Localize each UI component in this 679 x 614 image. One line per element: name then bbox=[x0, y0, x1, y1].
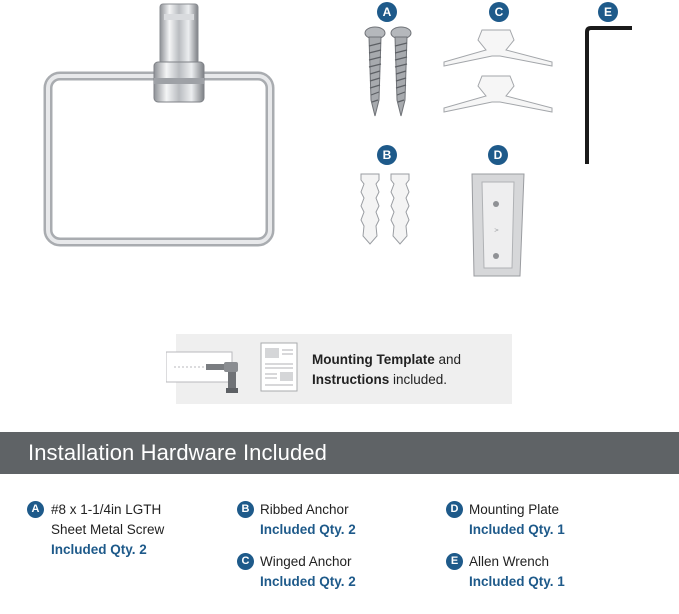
plate-mark: > bbox=[494, 227, 500, 234]
drill-template-icon bbox=[166, 348, 246, 394]
legend-a-line2: Sheet Metal Screw bbox=[51, 522, 165, 537]
legend-item-e bbox=[469, 552, 565, 592]
towel-ring-image bbox=[40, 0, 280, 252]
badge-c: C bbox=[489, 2, 509, 22]
legend-badge-a: A bbox=[27, 501, 44, 518]
instructions-document-icon bbox=[260, 342, 300, 394]
legend-item-b bbox=[260, 500, 356, 540]
mounting-template-box bbox=[176, 334, 512, 404]
legend-b-line1: Ribbed Anchor bbox=[260, 502, 349, 517]
banner-title: Installation Hardware Included bbox=[28, 440, 327, 465]
installation-banner bbox=[0, 432, 679, 474]
legend-b-qty: Included Qty. 2 bbox=[260, 522, 356, 537]
template-text-2: included. bbox=[389, 372, 448, 387]
legend-d-qty: Included Qty. 1 bbox=[469, 522, 565, 537]
badge-d: D bbox=[488, 145, 508, 165]
legend-e-qty: Included Qty. 1 bbox=[469, 574, 565, 589]
legend-badge-d: D bbox=[446, 501, 463, 518]
legend-item-c bbox=[260, 552, 356, 592]
badge-e: E bbox=[598, 2, 618, 22]
legend-badge-c: C bbox=[237, 553, 254, 570]
ribbed-anchor-image bbox=[355, 170, 419, 250]
legend-a-line1: #8 x 1-1/4in LGTH bbox=[51, 502, 162, 517]
legend-badge-e: E bbox=[446, 553, 463, 570]
template-text-1: and bbox=[434, 352, 462, 367]
badge-a: A bbox=[377, 2, 397, 22]
winged-anchor-image bbox=[440, 26, 560, 120]
template-bold-1: Mounting Template bbox=[312, 352, 435, 367]
legend-c-line1: Winged Anchor bbox=[260, 554, 352, 569]
allen-wrench-image bbox=[578, 22, 638, 168]
legend-a-qty: Included Qty. 2 bbox=[51, 542, 147, 557]
template-description bbox=[312, 350, 502, 390]
legend-e-line1: Allen Wrench bbox=[469, 554, 550, 569]
legend-item-d bbox=[469, 500, 565, 540]
legend-d-line1: Mounting Plate bbox=[469, 502, 560, 517]
legend-badge-b: B bbox=[237, 501, 254, 518]
mounting-plate-image bbox=[466, 172, 528, 282]
badge-b: B bbox=[377, 145, 397, 165]
legend-item-a bbox=[51, 500, 164, 560]
template-bold-2: Instructions bbox=[312, 372, 390, 387]
legend-c-qty: Included Qty. 2 bbox=[260, 574, 356, 589]
screw-image bbox=[355, 24, 425, 120]
